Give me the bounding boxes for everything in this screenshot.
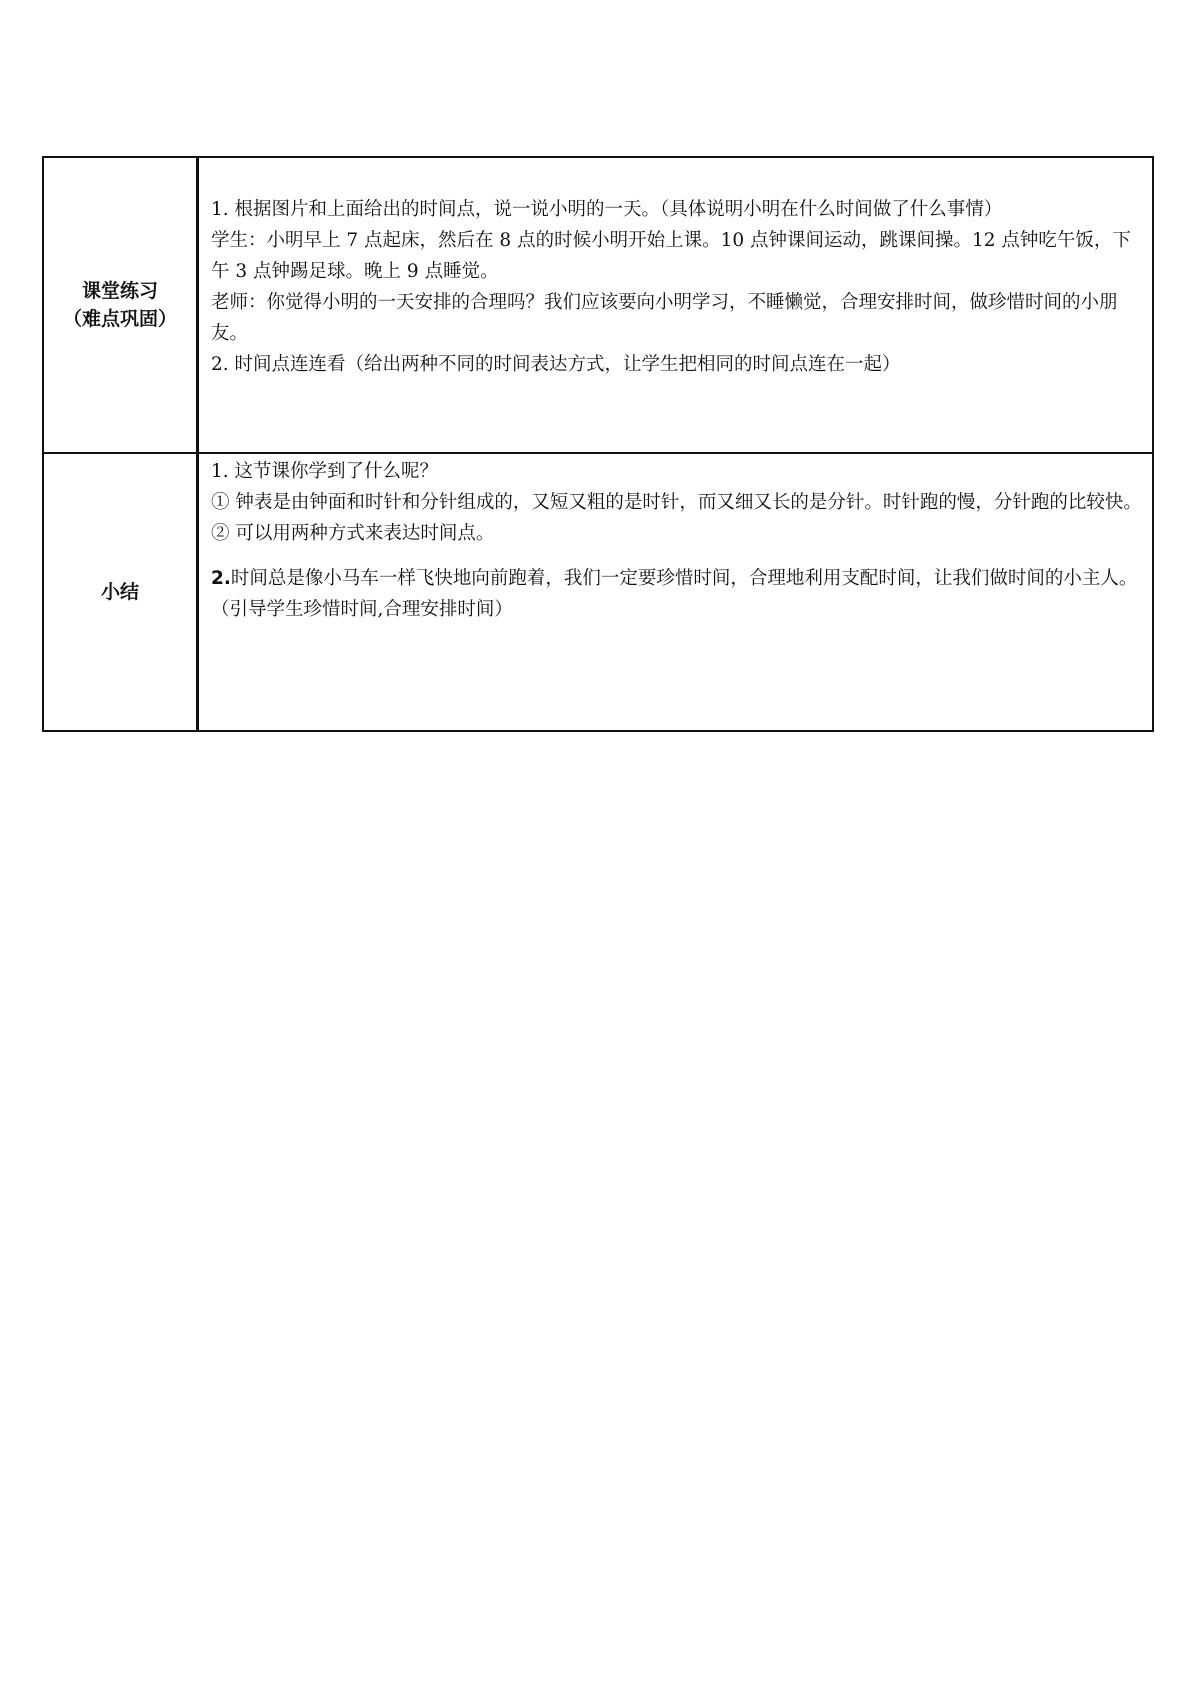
practice-task-1: 1. 根据图片和上面给出的时间点，说一说小明的一天。（具体说明小明在什么时间做了什么事情） — [211, 199, 1003, 220]
summary-question: 1. 这节课你学到了什么呢？ — [211, 461, 439, 482]
practice-label-subtitle: （难点巩固） — [62, 308, 177, 330]
practice-label-title: 课堂练习 — [81, 280, 158, 302]
summary-point-2-text: 时间总是像小马车一样飞快地向前跑着，我们一定要珍惜时间，合理地利用支配时间，让我们做时间的小主人。（引导学生珍惜时间,合理安排时间） — [211, 568, 1138, 620]
practice-row — [43, 157, 1153, 453]
summary-point-clock: ① 钟表是由钟面和时针和分针组成的，又短又粗的是时针，而又细又长的是分针。时针跑的慢，分针跑的比较快。 — [211, 492, 1142, 513]
practice-task-2: 2. 时间点连连看（给出两种不同的时间表达方式，让学生把相同的时间点连在一起） — [211, 354, 901, 375]
practice-content-cell — [198, 157, 1154, 453]
lesson-plan-table — [42, 156, 1154, 732]
summary-point-2 — [211, 563, 1142, 625]
practice-teacher-comment: 老师：你觉得小明的一天安排的合理吗？我们应该要向小明学习，不睡懒觉，合理安排时间，做珍惜时间的小朋友。 — [211, 292, 1118, 344]
summary-row — [43, 453, 1153, 731]
summary-content-cell — [198, 453, 1154, 731]
summary-label-cell — [43, 453, 198, 731]
summary-point-time-expression: ② 可以用两种方式来表达时间点。 — [211, 523, 495, 544]
practice-label-cell — [43, 157, 198, 453]
summary-point-2-number: 2. — [211, 568, 231, 589]
practice-student-answer: 学生：小明早上 7 点起床，然后在 8 点的时候小明开始上课。10 点钟课间运动，跳课间操。12 点钟吃午饭，下午 3 点钟踢足球。晚上 9 点睡觉。 — [211, 230, 1131, 282]
summary-label: 小结 — [100, 581, 139, 603]
summary-spacer — [211, 549, 1142, 563]
